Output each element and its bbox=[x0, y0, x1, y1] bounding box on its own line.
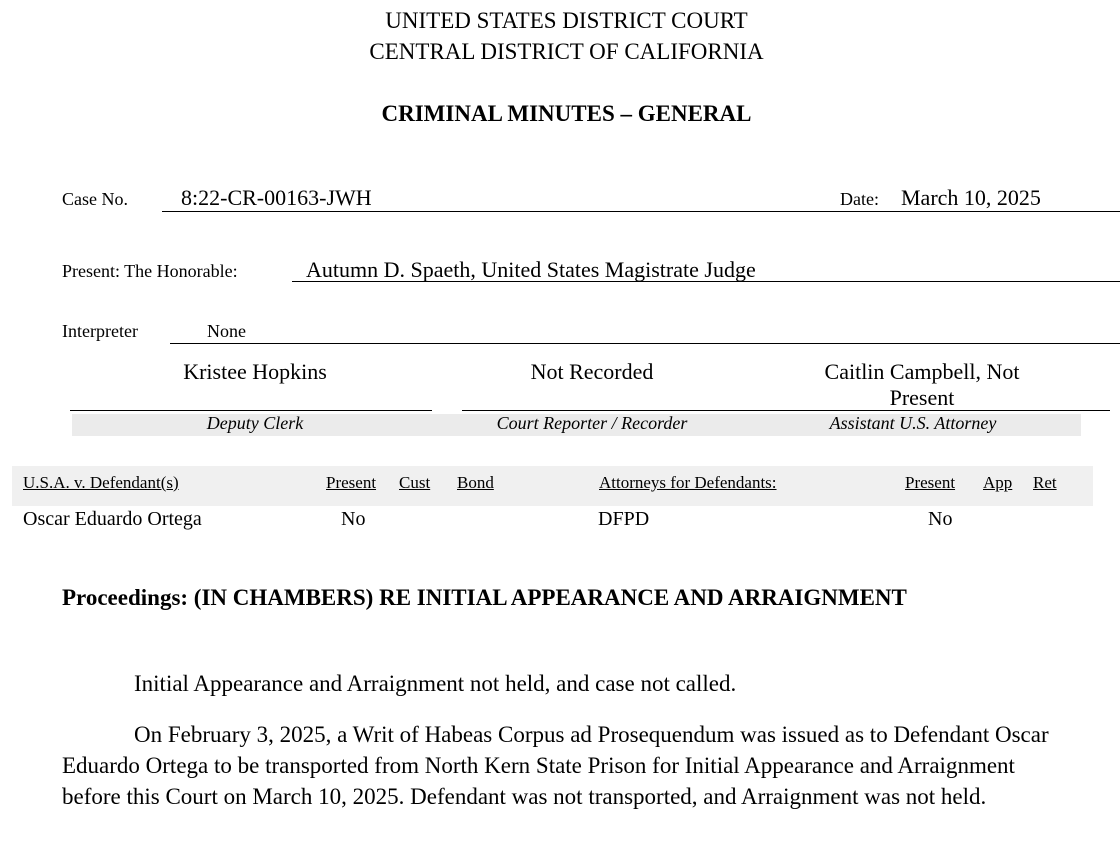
col-cust: Cust bbox=[399, 473, 431, 492]
judge-rule bbox=[292, 281, 1120, 282]
us-attorney-name: Caitlin Campbell, Not Present bbox=[824, 359, 1020, 410]
interpreter-label: Interpreter bbox=[62, 321, 138, 341]
date-label: Date: bbox=[840, 189, 879, 209]
col-defendant: U.S.A. v. Defendant(s) bbox=[23, 473, 179, 492]
court-reporter-name: Not Recorded bbox=[530, 359, 654, 384]
minutes-title: CRIMINAL MINUTES – GENERAL bbox=[381, 101, 752, 126]
col-ret: Ret bbox=[1033, 473, 1057, 492]
deputy-clerk-rule bbox=[70, 410, 432, 411]
deputy-clerk-role: Deputy Clerk bbox=[206, 413, 304, 433]
court-district: CENTRAL DISTRICT OF CALIFORNIA bbox=[369, 39, 764, 64]
us-attorney-role: Assistant U.S. Attorney bbox=[829, 413, 997, 433]
court-reporter-role: Court Reporter / Recorder bbox=[496, 413, 688, 433]
col-present: Present bbox=[326, 473, 377, 492]
deputy-clerk-name: Kristee Hopkins bbox=[183, 359, 327, 384]
col-app: App bbox=[983, 473, 1013, 492]
court-name: UNITED STATES DISTRICT COURT bbox=[385, 8, 748, 33]
proceedings-title: Proceedings: (IN CHAMBERS) RE INITIAL APPEARANCE AND ARRAIGNMENT bbox=[62, 585, 907, 610]
attorney-present: No bbox=[928, 508, 953, 530]
col-bond: Bond bbox=[457, 473, 494, 492]
body-paragraph-2: On February 3, 2025, a Writ of Habeas Corpus ad Prosequendum was issued as to Defendant Oscar Eduardo Ortega to be transported from North Kern State Prison for Initial Appearance and Arraignment before this Court on March 10, 2025. Defendant was not transported, and Arraignment was not held. bbox=[62, 722, 1049, 809]
case-no-value: 8:22-CR-00163-JWH bbox=[181, 185, 372, 210]
col-attorneys: Attorneys for Defendants: bbox=[599, 473, 777, 492]
present-label: Present: The Honorable: bbox=[62, 261, 238, 281]
defendant-attorney: DFPD bbox=[598, 508, 650, 530]
interpreter-value: None bbox=[207, 321, 246, 341]
case-no-rule bbox=[162, 211, 1120, 212]
defendant-present: No bbox=[341, 508, 366, 530]
date-value: March 10, 2025 bbox=[901, 185, 1041, 210]
judge-name: Autumn D. Spaeth, United States Magistrate Judge bbox=[306, 257, 756, 282]
body-paragraph-1: Initial Appearance and Arraignment not held, and case not called. bbox=[134, 671, 737, 696]
reporter-attorney-rule bbox=[462, 410, 1110, 411]
interpreter-rule bbox=[170, 343, 1120, 344]
case-no-label: Case No. bbox=[62, 189, 128, 209]
col-atty-present: Present bbox=[905, 473, 956, 492]
defendant-name: Oscar Eduardo Ortega bbox=[23, 508, 202, 530]
